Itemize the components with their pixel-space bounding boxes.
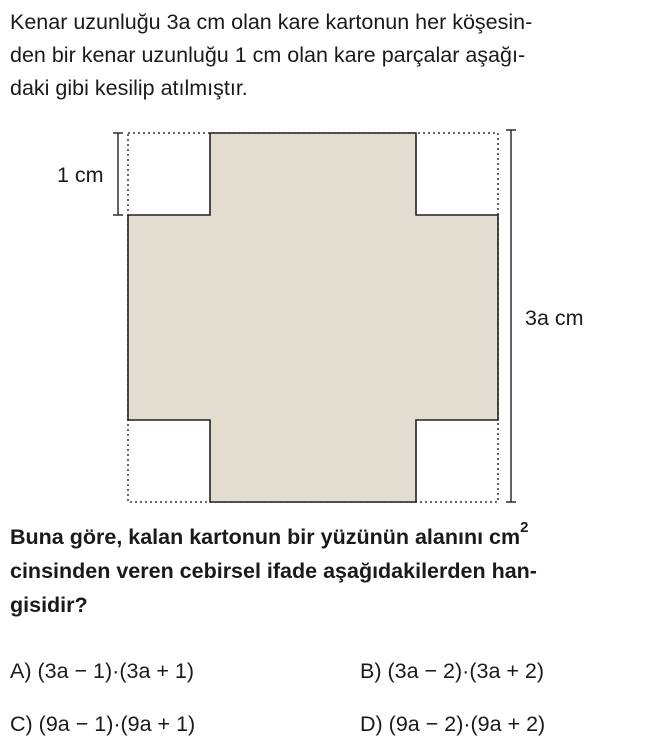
corner-length-label: 1 cm [57, 163, 104, 187]
side-length-label: 3a cm [525, 306, 584, 330]
corner-dimension [113, 133, 123, 215]
statement-line-3: daki gibi kesilip atılmıştır. [10, 76, 248, 100]
statement-line-1: Kenar uzunluğu 3a cm olan kare kartonun her köşesin- [10, 10, 533, 34]
statement-line-2: den bir kenar uzunluğu 1 cm olan kare parçalar aşağı- [10, 43, 526, 67]
unit-exponent: 2 [520, 519, 529, 536]
question-line-3: gisidir? [10, 593, 88, 618]
side-dimension [506, 130, 516, 502]
question-line-1 [10, 515, 642, 554]
remaining-cardboard-shape [128, 133, 498, 502]
question-text [10, 515, 642, 622]
question-line-1-text: Buna göre, kalan kartonun bir yüzünün alanını cm [10, 525, 521, 550]
option-a[interactable]: A) (3a − 1)·(3a + 1) [10, 659, 195, 683]
option-d[interactable]: D) (9a − 2)·(9a + 2) [360, 712, 546, 736]
question-line-2: cinsinden veren cebirsel ifade aşağıdakilerden han- [10, 559, 537, 584]
option-c[interactable]: C) (9a − 1)·(9a + 1) [10, 712, 196, 736]
option-b[interactable]: B) (3a − 2)·(3a + 2) [360, 659, 545, 683]
original-square-outline [128, 133, 498, 502]
problem-statement [10, 6, 640, 105]
